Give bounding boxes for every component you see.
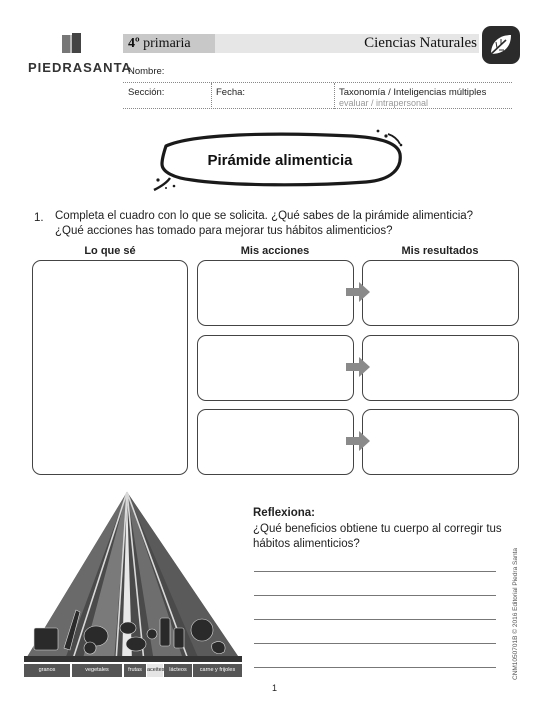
taxonomy-values: evaluar / intrapersonal: [339, 98, 429, 108]
arrow-right-icon: [346, 282, 370, 302]
section-label: Sección:: [128, 87, 165, 98]
book-logo-icon: [62, 33, 82, 55]
publisher-logo: PIEDRASANTA: [28, 60, 132, 75]
answer-line[interactable]: [254, 619, 496, 620]
result-box-1[interactable]: [362, 260, 519, 326]
action-box-3[interactable]: [197, 409, 354, 475]
page-number: 1: [272, 683, 278, 693]
known-answer-box[interactable]: [32, 260, 188, 475]
answer-line[interactable]: [254, 595, 496, 596]
answer-line[interactable]: [254, 643, 496, 644]
question-number: 1.: [34, 212, 44, 224]
name-line[interactable]: [123, 82, 512, 83]
pyramid-label-meat-beans: carne y frijoles: [193, 664, 242, 677]
leaf-icon: [482, 26, 520, 64]
food-pyramid-illustration: [24, 488, 242, 682]
result-box-2[interactable]: [362, 335, 519, 401]
action-box-2[interactable]: [197, 335, 354, 401]
arrow-right-icon: [346, 357, 370, 377]
reflection-question: ¿Qué beneficios obtiene tu cuerpo al corregir tus hábitos alimenticios?: [253, 523, 502, 550]
grade-number: 4º: [128, 36, 140, 51]
grade-label: [128, 34, 191, 53]
taxonomy-label: Taxonomía / Inteligencias múltiples: [339, 87, 487, 98]
column-header-known: Lo que sé: [84, 245, 136, 257]
subject-title: Ciencias Naturales: [364, 35, 477, 51]
page-title: Pirámide alimenticia: [207, 152, 353, 169]
pyramid-label-vegetables: vegetales: [72, 664, 122, 677]
grade-text: primaria: [143, 36, 191, 51]
pyramid-label-grains: granos: [24, 664, 70, 677]
section-line: [123, 108, 512, 109]
divider: [334, 83, 335, 109]
column-header-results: Mis resultados: [401, 245, 479, 257]
arrow-right-icon: [346, 431, 370, 451]
action-box-1[interactable]: [197, 260, 354, 326]
answer-line[interactable]: [254, 571, 496, 572]
pyramid-label-dairy: lácteos: [164, 664, 192, 677]
column-header-actions: Mis acciones: [240, 245, 310, 257]
name-label: Nombre:: [128, 66, 165, 77]
date-label: Fecha:: [216, 87, 246, 98]
result-box-3[interactable]: [362, 409, 519, 475]
pyramid-label-fruits: frutas: [124, 664, 146, 677]
question-text: Completa el cuadro con lo que se solicita. ¿Qué sabes de la pirámide alimenticia? ¿Qué acciones has tomado para mejorar tus hábitos alimenticios?: [55, 210, 474, 237]
divider: [211, 83, 212, 109]
answer-line[interactable]: [254, 667, 496, 668]
reflection-title: Reflexiona:: [253, 507, 315, 519]
pyramid-label-oils: aceites: [147, 664, 163, 677]
copyright-code: CNM1050701B © 2016 Editorial Piedra Santa: [512, 548, 519, 680]
